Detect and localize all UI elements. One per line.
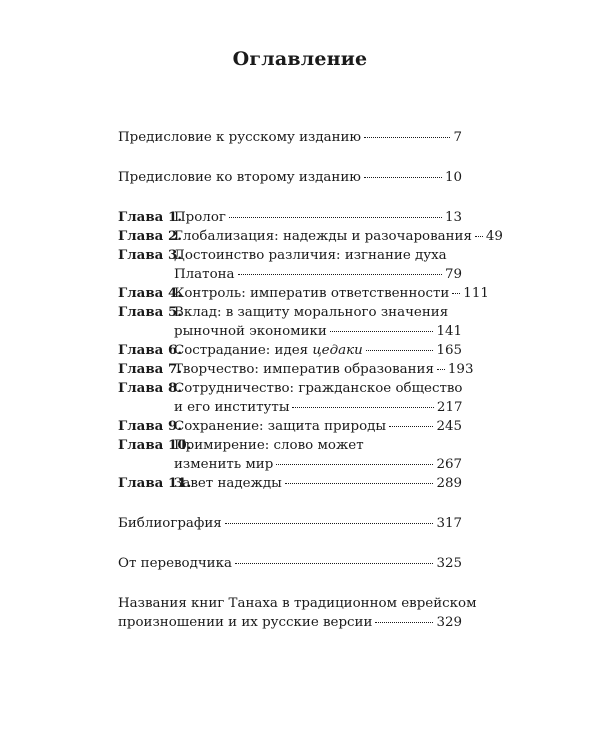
chapter-page: 49 xyxy=(485,229,503,244)
dot-leader xyxy=(276,464,433,465)
chapter-page: 79 xyxy=(444,267,462,282)
chapter-title: Глобализация: надежды и разочарования xyxy=(174,229,472,244)
dot-leader xyxy=(364,177,442,178)
chapter-number: Глава 10. xyxy=(118,437,192,453)
dot-leader xyxy=(225,523,434,524)
dot-leader xyxy=(366,350,434,351)
toc-entry-bibliography[interactable] xyxy=(118,514,462,533)
chapter-title: Завет надежды xyxy=(174,476,282,491)
chapter-title-line2: и его институты xyxy=(174,400,290,415)
dot-leader xyxy=(475,236,483,237)
toc-entry-preface-second[interactable] xyxy=(118,168,462,187)
toc-entry-label: Библиография xyxy=(118,516,222,531)
chapter-page: 111 xyxy=(463,286,489,301)
toc-chapter-8[interactable] xyxy=(118,379,462,417)
toc-chapter-7[interactable] xyxy=(118,360,474,379)
dot-leader xyxy=(330,331,434,332)
chapter-number: Глава 5. xyxy=(118,304,182,320)
chapter-page: 165 xyxy=(436,343,462,358)
chapter-title-line1: Примирение: слово может xyxy=(174,438,364,453)
toc-chapter-1[interactable] xyxy=(118,208,462,227)
chapter-title-line1: Вклад: в защиту морального значения xyxy=(174,305,449,320)
table-of-contents xyxy=(118,128,503,632)
chapter-page: 217 xyxy=(436,400,463,415)
chapter-title-line1: Достоинство различия: изгнание духа xyxy=(174,248,447,263)
dot-leader xyxy=(238,274,442,275)
chapter-page: 267 xyxy=(436,457,462,472)
toc-entry-label-line1: Названия книг Танаха в традиционном еврейском xyxy=(118,596,477,611)
toc-entry-page: 7 xyxy=(453,130,462,145)
toc-entry-page: 329 xyxy=(436,615,462,630)
toc-chapter-6[interactable] xyxy=(118,341,462,360)
chapter-title-italic: цедаки xyxy=(312,343,363,358)
toc-entry-label: Предисловие к русскому изданию xyxy=(118,130,362,145)
toc-entry-label: Предисловие ко второму изданию xyxy=(118,170,361,185)
chapter-title-line1: Сотрудничество: гражданское общество xyxy=(174,381,463,396)
dot-leader xyxy=(364,137,450,138)
dot-leader xyxy=(292,407,433,408)
dot-leader xyxy=(437,369,445,370)
toc-chapter-9[interactable] xyxy=(118,417,462,436)
chapter-page: 13 xyxy=(444,210,462,225)
toc-entry-label-line2: произношении и их русские версии xyxy=(118,615,373,630)
chapter-number: Глава 3. xyxy=(118,247,182,263)
chapter-number: Глава 8. xyxy=(118,380,182,396)
toc-chapter-4[interactable] xyxy=(118,284,489,303)
chapter-title-line2: изменить мир xyxy=(174,457,274,472)
chapter-page: 245 xyxy=(436,419,462,434)
toc-entry-page: 325 xyxy=(436,556,462,571)
chapter-title-text: Сострадание: идея xyxy=(174,343,313,358)
toc-entry-tanakh[interactable] xyxy=(118,594,477,632)
toc-chapter-3[interactable] xyxy=(118,246,462,284)
toc-entry-page: 10 xyxy=(444,170,462,185)
chapter-number: Глава 1. xyxy=(118,209,182,225)
toc-entry-translator[interactable] xyxy=(118,554,462,573)
toc-chapter-10[interactable] xyxy=(118,436,462,474)
chapter-title: Сохранение: защита природы xyxy=(174,419,387,434)
page-title: Оглавление xyxy=(232,48,368,70)
chapter-page: 141 xyxy=(436,324,462,339)
toc-chapter-11[interactable] xyxy=(118,474,462,493)
chapter-title: Контроль: императив ответственности xyxy=(174,286,450,301)
toc-chapter-2[interactable] xyxy=(118,227,503,246)
dot-leader xyxy=(452,293,460,294)
chapter-number: Глава 9. xyxy=(118,418,182,434)
toc-entry-label: От переводчика xyxy=(118,556,232,571)
toc-chapter-5[interactable] xyxy=(118,303,462,341)
toc-entry-page: 317 xyxy=(436,516,462,531)
chapter-number: Глава 6. xyxy=(118,342,182,358)
dot-leader xyxy=(229,217,442,218)
chapter-number: Глава 2. xyxy=(118,228,182,244)
chapter-title: Пролог xyxy=(174,210,226,225)
chapter-number: Глава 4. xyxy=(118,285,182,301)
dot-leader xyxy=(285,483,434,484)
chapter-title xyxy=(174,341,363,360)
dot-leader xyxy=(389,426,433,427)
toc-entry-preface-russian[interactable] xyxy=(118,128,462,147)
chapter-page: 289 xyxy=(436,476,462,491)
chapter-page: 193 xyxy=(447,362,474,377)
chapter-number: Глава 11. xyxy=(118,475,192,491)
chapter-title: Творчество: императив образования xyxy=(174,362,434,377)
chapter-title-line2: рыночной экономики xyxy=(174,324,327,339)
chapter-title-line2: Платона xyxy=(174,267,235,282)
dot-leader xyxy=(235,563,433,564)
chapter-number: Глава 7. xyxy=(118,361,182,377)
dot-leader xyxy=(375,622,433,623)
